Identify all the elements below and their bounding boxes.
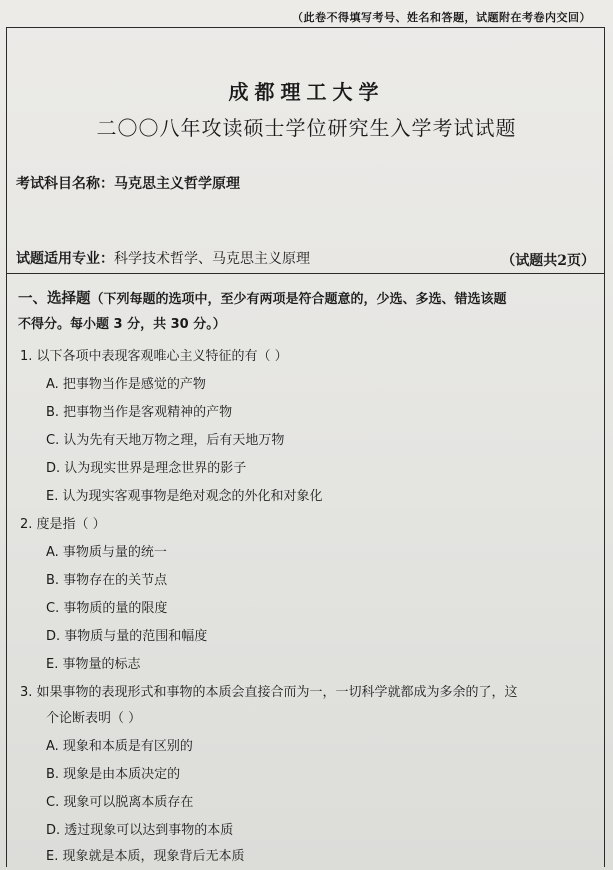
question-3-stem-continued: 个论断表明（ ） — [46, 711, 142, 726]
major-label: 试题适用专业： — [16, 251, 114, 267]
header-note: （此卷不得填写考号、姓名和答题，试题附在考卷内交回） — [292, 11, 591, 24]
question-1-option-a: A. 把事物当作是感觉的产物 — [46, 377, 206, 392]
question-2-option-e: E. 事物量的标志 — [46, 657, 141, 672]
question-3-option-d: D. 透过现象可以达到事物的本质 — [46, 823, 234, 838]
question-1-stem: 1. 以下各项中表现客观唯心主义特征的有（ ） — [20, 349, 288, 364]
question-3-option-a: A. 现象和本质是有区别的 — [46, 739, 193, 754]
question-1-option-c: C. 认为先有天地万物之理，后有天地万物 — [46, 433, 285, 448]
question-3-option-e: E. 现象就是本质，现象背后无本质 — [46, 849, 245, 864]
question-1-option-d: D. 认为现实世界是理念世界的影子 — [46, 461, 247, 476]
major-value: 科学技术哲学、马克思主义原理 — [114, 251, 310, 267]
subject-value: 马克思主义哲学原理 — [114, 176, 240, 192]
subject-label: 考试科目名称： — [16, 176, 114, 192]
question-2-option-d: D. 事物质与量的范围和幅度 — [46, 629, 208, 644]
question-2-stem: 2. 度是指（ ） — [20, 517, 106, 532]
page-count: （试题共2页） — [501, 253, 595, 269]
question-1-option-e: E. 认为现实客观事物是绝对观念的外化和对象化 — [46, 489, 323, 504]
question-2-option-b: B. 事物存在的关节点 — [46, 573, 168, 588]
question-1-option-b: B. 把事物当作是客观精神的产物 — [46, 405, 233, 420]
subject-line — [16, 173, 240, 193]
section-header — [18, 287, 598, 337]
question-2-option-a: A. 事物质与量的统一 — [46, 545, 167, 560]
exam-title: 二〇〇八年攻读硕士学位研究生入学考试试题 — [96, 116, 517, 140]
question-2-option-c: C. 事物质的量的限度 — [46, 601, 168, 616]
major-line — [16, 248, 310, 268]
question-3-stem: 3. 如果事物的表现形式和事物的本质会直接合而为一，一切科学就都成为多余的了，这 — [20, 685, 518, 700]
divider — [7, 273, 604, 274]
section-instructions-2: 不得分。每小题 3 分，共 30 分。） — [18, 317, 226, 332]
section-heading: 一、选择题 — [18, 291, 91, 307]
university-name: 成都理工大学 — [228, 80, 385, 104]
question-3-option-c: C. 现象可以脱离本质存在 — [46, 795, 194, 810]
section-instructions-1: （下列每题的选项中，至少有两项是符合题意的，少选、多选、错选该题 — [90, 292, 507, 307]
question-3-option-b: B. 现象是由本质决定的 — [46, 767, 181, 782]
